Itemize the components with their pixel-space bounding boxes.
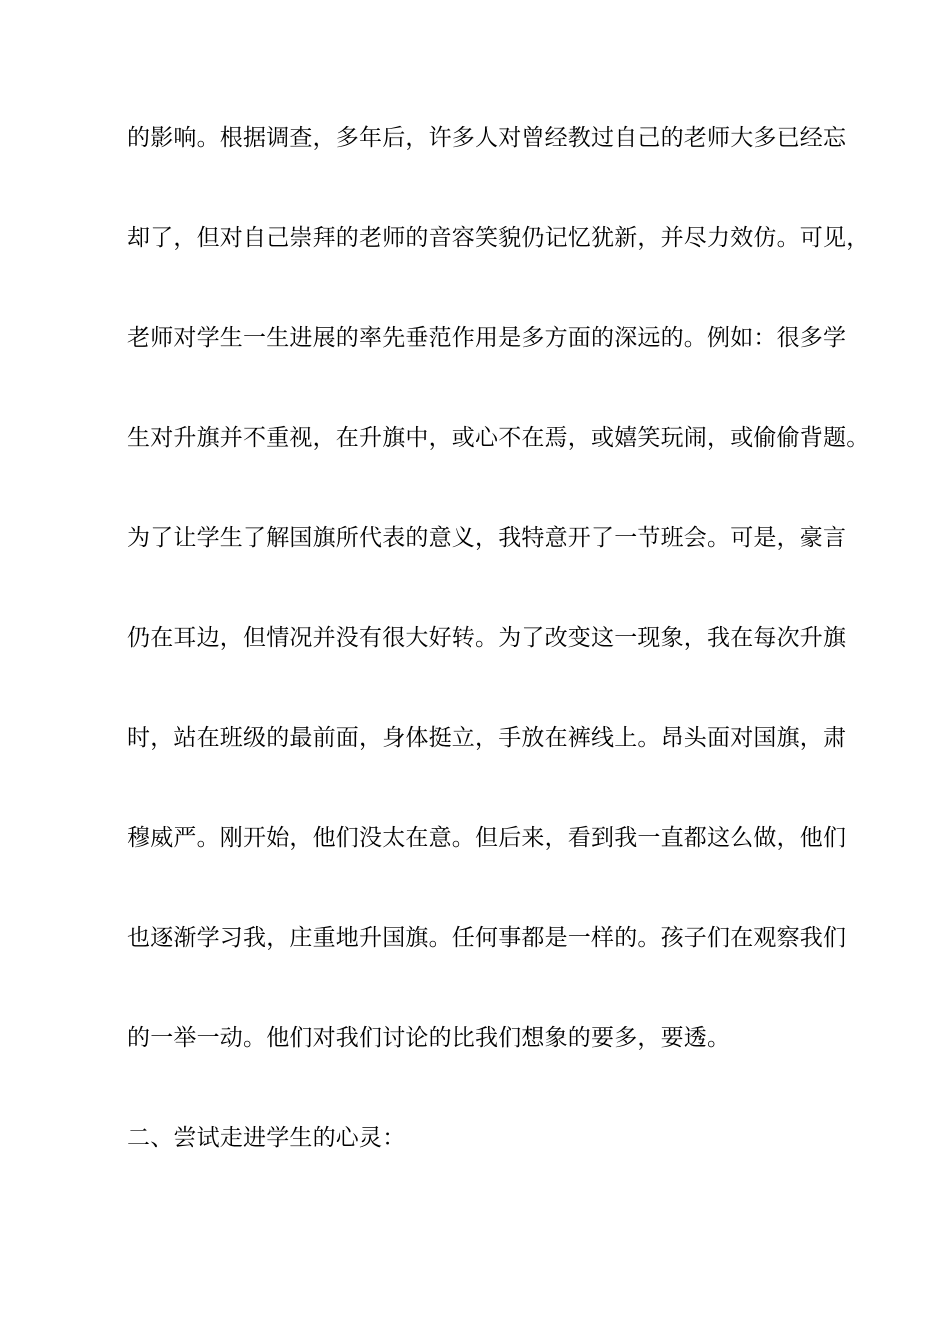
- paragraph-line: 却了，但对自己崇拜的老师的音容笑貌仍记忆犹新，并尽力效仿。可见，: [127, 225, 870, 251]
- paragraph-line: 老师对学生一生进展的率先垂范作用是多方面的深远的。例如：很多学: [127, 325, 847, 351]
- paragraph-line: 仍在耳边，但情况并没有很大好转。为了改变这一现象，我在每次升旗: [127, 625, 847, 651]
- paragraph-line: 的影响。根据调查，多年后，许多人对曾经教过自己的老师大多已经忘: [127, 125, 847, 151]
- paragraph-line: 穆威严。刚开始，他们没太在意。但后来，看到我一直都这么做，他们: [127, 825, 847, 851]
- paragraph-line: 也逐渐学习我，庄重地升国旗。任何事都是一样的。孩子们在观察我们: [127, 925, 847, 951]
- paragraph-line: 时，站在班级的最前面，身体挺立，手放在裤线上。昂头面对国旗，肃: [127, 725, 847, 751]
- paragraph-line: 为了让学生了解国旗所代表的意义，我特意开了一节班会。可是，豪言: [127, 525, 847, 551]
- paragraph-line: 的一举一动。他们对我们讨论的比我们想象的要多，要透。: [127, 1025, 731, 1051]
- paragraph-line: 生对升旗并不重视，在升旗中，或心不在焉，或嬉笑玩闹，或偷偷背题。: [127, 425, 870, 451]
- section-heading: 二、尝试走进学生的心灵：: [127, 1125, 406, 1151]
